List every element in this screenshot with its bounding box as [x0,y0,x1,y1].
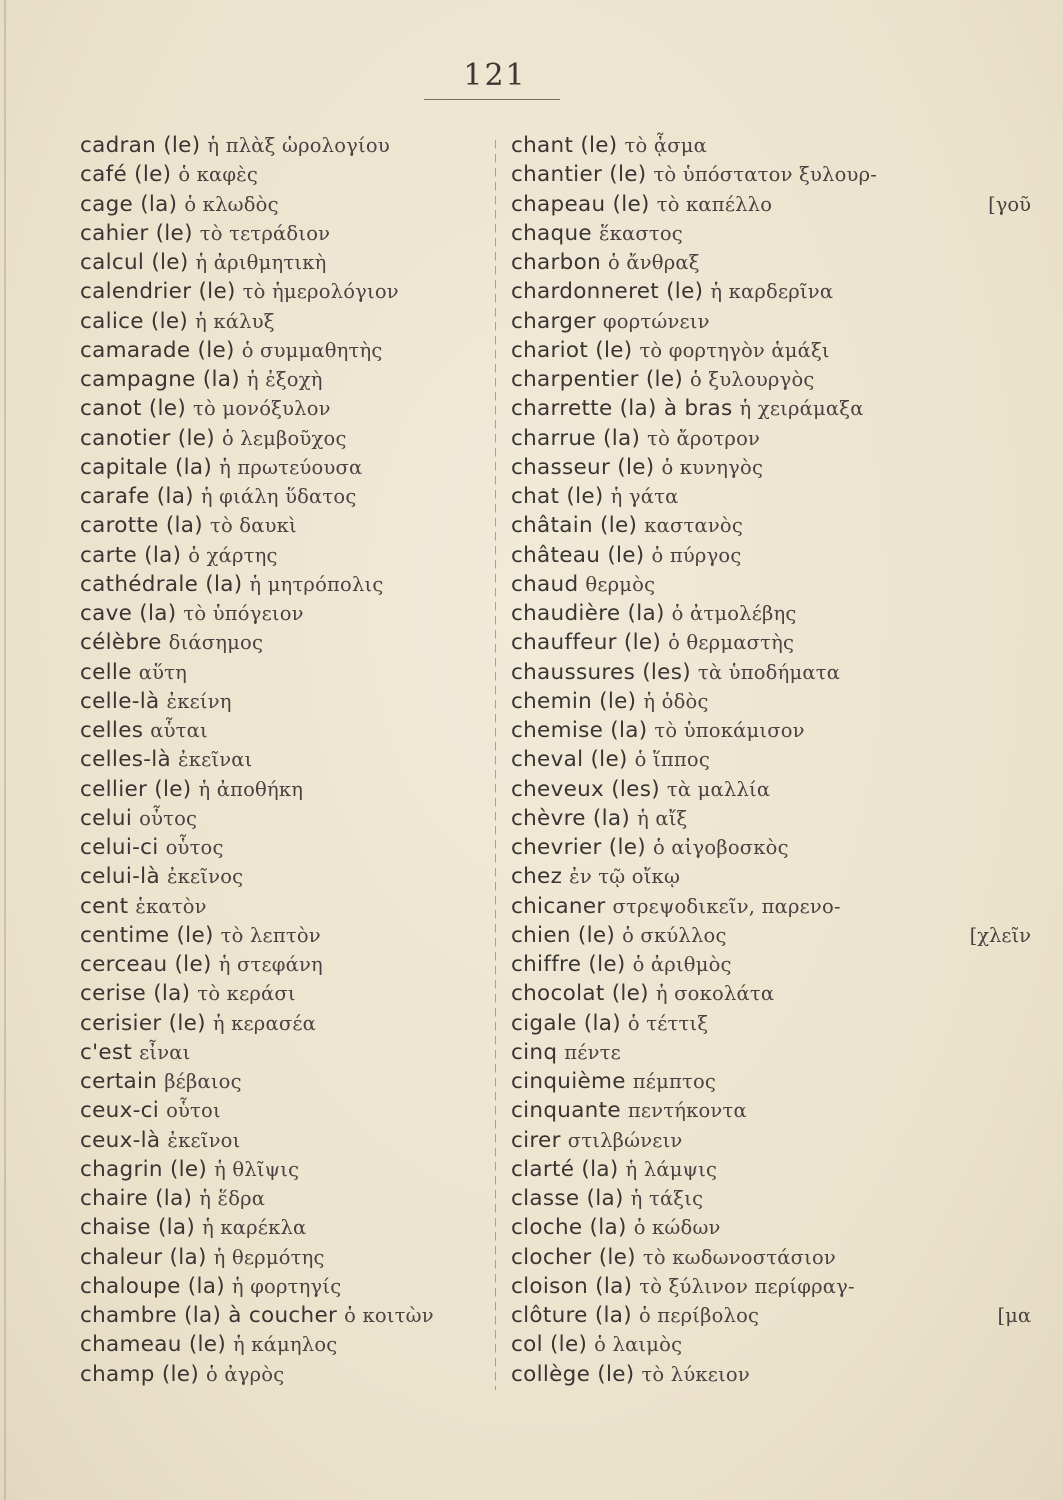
greek-translation: τὸ ἄροτρον [647,426,761,450]
dictionary-entry [80,394,492,423]
greek-translation: τὸ ξύλινον περίφραγ- [639,1274,855,1298]
french-term: camarade (le) [80,337,235,363]
dictionary-entry [511,1009,1031,1038]
greek-translation: τὰ ὑποδήματα [697,660,841,684]
french-term: châtain (le) [511,513,638,539]
greek-translation: ἐκεῖναι [178,748,253,772]
greek-translation: ἡ θερμότης [213,1245,325,1269]
greek-translation: ἡ κάλυξ [195,309,275,333]
dictionary-entry [511,365,1031,394]
greek-translation: ὁ κοιτὼν [344,1304,434,1327]
dictionary-entry [511,1360,1031,1389]
french-term: cellier (le) [80,776,192,802]
greek-translation: καστανὸς [644,514,743,538]
french-term: chambre (la) à coucher [80,1303,338,1328]
french-term: cloche (la) [511,1215,627,1241]
greek-translation: ἡ ἕδρα [199,1187,266,1210]
dictionary-entry [80,482,492,511]
dictionary-entry [80,336,492,365]
dictionary-entry [80,833,492,862]
greek-translation: ἐν τῷ οἴκῳ [569,865,681,889]
greek-translation: τὸ κωδωνοστάσιον [642,1245,836,1269]
dictionary-entry [80,1126,492,1155]
greek-translation: ἡ τάξις [630,1187,704,1210]
french-term: chaire (la) [80,1186,193,1211]
greek-translation: τὸ λεπτὸν [220,923,321,947]
french-term: chocolat (le) [511,981,649,1007]
continuation-fragment: [γοῦ [988,192,1031,216]
french-term: chat (le) [511,484,604,509]
french-term: cerisier (le) [80,1010,206,1036]
dictionary-entry [80,1009,492,1038]
french-term: chant (le) [511,133,618,158]
greek-translation: ἡ στεφάνη [218,953,323,976]
french-term: cheval (le) [511,747,628,773]
greek-translation: ὁ ἀριθμὸς [632,953,732,976]
greek-translation: ἡ λάμψις [625,1157,718,1181]
french-term: celles [80,718,144,743]
dictionary-entry [80,424,492,453]
greek-translation: ἡ φορτηγίς [231,1274,342,1298]
french-term: collège (le) [511,1361,635,1387]
greek-translation: τὸ καπέλλο [656,192,773,216]
dictionary-entry [80,1272,492,1301]
french-term: canot (le) [80,396,187,422]
french-term: celui [80,805,133,831]
dictionary-entry [511,921,1031,950]
french-term: campagne (la) [80,367,240,392]
dictionary-entry [511,1067,1031,1096]
dictionary-entry [80,219,492,248]
dictionary-entry [511,248,1031,277]
greek-translation: ἡ γάτα [610,485,679,508]
dictionary-entry [511,394,1031,423]
french-term: cigale (la) [511,1010,621,1036]
french-term: chaud [511,571,579,597]
dictionary-entry [80,160,492,189]
dictionary-entry [80,599,492,628]
french-term: chemise (la) [511,718,648,743]
french-term: chauffeur (le) [511,630,662,656]
greek-translation: τὸ μονόξυλον [193,397,331,421]
dictionary-entry [80,745,492,774]
dictionary-entry [511,1096,1031,1125]
greek-translation: ἐκεῖνος [166,865,244,889]
dictionary-entry [511,1272,1031,1301]
greek-translation: ὁ κλωδὸς [184,192,279,216]
greek-translation: ἡ ἀριθμητικὴ [195,251,327,274]
french-term: clocher (le) [511,1244,636,1270]
dictionary-entry [511,1038,1031,1067]
dictionary-entry [80,1360,492,1389]
dictionary-entry [511,190,1031,219]
greek-translation: ὁ πύργος [651,543,742,567]
greek-translation: ὁ ἀγρὸς [206,1362,285,1386]
greek-translation: αὕτη [138,660,188,684]
french-term: chariot (le) [511,337,633,363]
french-term: cinquante [511,1098,621,1124]
french-term: chaque [511,220,592,246]
dictionary-entry [80,365,492,394]
dictionary-entry [80,804,492,833]
greek-translation: ὁ καφὲς [178,163,259,187]
french-term: clarté (la) [511,1156,619,1182]
french-term: certain [80,1069,158,1094]
greek-translation: ὁ λαιμὸς [594,1333,683,1357]
dictionary-entry [511,1155,1031,1184]
greek-translation: εἶναι [139,1040,191,1064]
french-term: cahier (le) [80,220,193,246]
greek-translation: ἡ θλῖψις [214,1157,300,1181]
greek-translation: ἡ καρέκλα [202,1216,307,1240]
dictionary-entry [511,219,1031,248]
dictionary-entry [511,775,1031,804]
french-term: classe (la) [511,1186,624,1211]
dictionary-entry [80,658,492,687]
greek-translation: ὁ αἰγοβοσκὸς [653,836,789,859]
dictionary-entry [80,892,492,921]
dictionary-entry [80,687,492,716]
dictionary-entry [80,716,492,745]
dictionary-entry [511,424,1031,453]
dictionary-entry [80,570,492,599]
dictionary-entry [511,716,1031,745]
greek-translation: αὗται [150,719,208,742]
french-term: chameau (le) [80,1332,227,1358]
greek-translation: ἡ ἐξοχὴ [246,368,323,391]
french-term: celui-ci [80,835,159,860]
french-term: celui-là [80,864,160,890]
french-term: celle [80,659,132,685]
greek-translation: ἡ αἴξ [637,806,688,830]
greek-translation: ἐκεῖνοι [167,1128,241,1152]
french-term: cage (la) [80,191,178,217]
greek-translation: στιλβώνειν [567,1128,683,1152]
dictionary-entry [511,979,1031,1008]
dictionary-entry [511,804,1031,833]
french-term: chaloupe (la) [80,1273,225,1299]
greek-translation: ἡ πλὰξ ὡρολογίου [207,134,390,157]
dictionary-entry [511,862,1031,891]
dictionary-entry [511,892,1031,921]
dictionary-entry [80,307,492,336]
french-term: chien (le) [511,922,616,948]
greek-translation: ὁ ἵππος [634,748,710,772]
greek-translation: οὗτος [165,836,224,859]
greek-translation: ὁ κώδων [633,1216,721,1240]
french-term: cadran (le) [80,133,201,158]
greek-translation: ἡ κάμηλος [233,1333,338,1357]
french-term: cerceau (le) [80,952,212,977]
french-term: cinq [511,1039,558,1065]
greek-translation: οὗτοι [166,1099,221,1123]
french-term: charpentier (le) [511,367,684,392]
french-term: cave (la) [80,601,177,626]
greek-translation: ὁ λεμβοῦχος [221,426,347,450]
french-term: chiffre (le) [511,952,626,977]
dictionary-entry [511,833,1031,862]
greek-translation: ὁ χάρτης [188,543,278,567]
greek-translation: φορτώνειν [602,309,710,333]
french-term: cirer [511,1127,561,1153]
greek-translation: ἡ ἀποθήκη [198,777,304,801]
dictionary-entry [511,628,1031,657]
french-term: chapeau (le) [511,191,650,217]
page-number: 121 [463,58,527,93]
french-term: charrue (la) [511,425,641,451]
greek-translation: ὁ ἄνθραξ [608,251,700,274]
dictionary-entry [80,277,492,306]
greek-translation: ὁ κυνηγὸς [661,455,764,479]
dictionary-entry [80,1067,492,1096]
french-term: ceux-là [80,1127,161,1153]
right-column [511,131,1031,1389]
french-term: cheveux (les) [511,776,660,802]
french-term: chaussures (les) [511,659,691,685]
dictionary-entry [511,336,1031,365]
greek-translation: τὸ ᾆσμα [624,134,707,157]
greek-translation: ἡ κερασέα [212,1011,317,1035]
french-term: centime (le) [80,922,214,948]
french-term: chasseur (le) [511,454,655,480]
greek-translation: οὗτος [139,806,198,830]
french-term: célèbre [80,630,162,656]
greek-translation: θερμὸς [585,572,656,596]
dictionary-entry [80,1330,492,1359]
french-term: charrette (la) à bras [511,396,733,422]
french-term: chantier (le) [511,162,647,188]
french-term: carotte (la) [80,513,203,539]
french-term: calcul (le) [80,250,189,275]
header-rule [424,99,560,100]
greek-translation: ἐκείνη [166,689,232,713]
french-term: chaleur (la) [80,1244,207,1270]
greek-translation: τὸ λύκειον [641,1362,750,1386]
french-term: chaudière (la) [511,601,665,626]
dictionary-entry [511,1126,1031,1155]
dictionary-entry [511,950,1031,979]
dictionary-entry [80,862,492,891]
french-term: col (le) [511,1332,588,1358]
greek-translation: στρεψοδικεῖν, παρενο- [612,894,841,918]
greek-translation: ἡ καρδερῖνα [710,280,834,304]
dictionary-entry [80,248,492,277]
dictionary-entry [511,482,1031,511]
dictionary-entry [80,775,492,804]
french-term: cent [80,893,129,919]
greek-translation: ὁ ξυλουργὸς [690,368,815,391]
greek-translation: τὸ φορτηγὸν ἁμάξι [639,338,830,362]
continuation-fragment: [χλεῖν [969,923,1031,947]
french-term: chez [511,864,563,890]
greek-translation: ἡ σοκολάτα [655,982,775,1006]
dictionary-entry [80,1301,492,1330]
french-term: c'est [80,1039,133,1065]
french-term: carafe (la) [80,484,194,509]
greek-translation: πέμπτος [632,1070,717,1093]
dictionary-entry [511,160,1031,189]
greek-translation: ὁ περίβολος [638,1304,760,1327]
french-term: canotier (le) [80,425,215,451]
dictionary-entry [80,1038,492,1067]
french-term: cerise (la) [80,981,191,1007]
french-term: calendrier (le) [80,279,236,305]
greek-translation: ἡ χειράμαξα [739,397,864,421]
dictionary-entry [511,1184,1031,1213]
greek-translation: διάσημος [168,631,264,655]
dictionary-entry [80,950,492,979]
dictionary-entry [511,277,1031,306]
greek-translation: πέντε [564,1040,621,1064]
french-term: chaise (la) [80,1215,196,1241]
greek-translation: τὸ ἡμερολόγιον [242,280,399,304]
greek-translation: ὁ σκύλλος [622,923,727,947]
french-term: chardonneret (le) [511,279,704,305]
dictionary-entry [511,307,1031,336]
dictionary-entry [511,131,1031,160]
french-term: champ (le) [80,1361,200,1387]
dictionary-entry [80,1184,492,1213]
column-divider [495,140,496,1390]
greek-translation: βέβαιος [164,1070,242,1093]
dictionary-entry [511,1330,1031,1359]
french-term: château (le) [511,542,645,568]
dictionary-entry [80,131,492,160]
dictionary-entry [511,599,1031,628]
dictionary-entry [80,1243,492,1272]
continuation-fragment: [μα [997,1304,1031,1327]
greek-translation: τὰ μαλλία [666,777,771,801]
greek-translation: ἡ φιάλη ὕδατος [200,485,357,508]
french-term: carte (la) [80,542,182,568]
greek-translation: ὁ ἀτμολέβης [671,602,797,625]
greek-translation: τὸ ὑποκάμισον [654,719,805,742]
greek-translation: ἡ μητρόπολις [249,572,384,596]
greek-translation: ὁ συμμαθητὴς [241,338,383,362]
french-term: ceux-ci [80,1098,160,1124]
dictionary-entry [511,687,1031,716]
dictionary-entry [80,1213,492,1242]
french-term: clôture (la) [511,1303,632,1328]
dictionary-entry [80,979,492,1008]
greek-translation: ὁ τέττιξ [627,1011,709,1035]
dictionary-entry [80,511,492,540]
french-term: chicaner [511,893,606,919]
greek-translation: ἡ πρωτεύουσα [219,455,363,479]
dictionary-entry [80,453,492,482]
french-term: charger [511,308,596,334]
greek-translation: τὸ δαυκὶ [209,514,297,538]
dictionary-entry [511,541,1031,570]
french-term: chèvre (la) [511,805,631,831]
dictionary-entry [511,1213,1031,1242]
french-term: chagrin (le) [80,1156,208,1182]
greek-translation: ἡ ὁδὸς [643,689,709,713]
greek-translation: ἕκαστος [598,221,683,245]
greek-translation: ὁ θερμαστὴς [668,631,795,655]
greek-translation: ἑκατὸν [135,894,207,918]
french-term: capitale (la) [80,454,213,480]
greek-translation: πεντήκοντα [627,1099,747,1123]
left-column [80,131,492,1389]
dictionary-entry [511,570,1031,599]
dictionary-entry [511,658,1031,687]
page-edge [4,0,6,1500]
dictionary-entry [80,1096,492,1125]
greek-translation: τὸ ὑπόστατον ξυλουρ- [653,163,878,187]
dictionary-entry [511,1243,1031,1272]
greek-translation: τὸ ὑπόγειον [183,602,304,625]
dictionary-entry [511,453,1031,482]
dictionary-entry [511,1301,1031,1330]
greek-translation: τὸ τετράδιον [199,221,331,245]
dictionary-entry [80,1155,492,1184]
french-term: cinquième [511,1069,626,1094]
dictionary-entry [511,745,1031,774]
french-term: celles-là [80,747,172,773]
french-term: celle-là [80,688,160,714]
dictionary-entry [80,921,492,950]
greek-translation: τὸ κεράσι [197,982,296,1006]
french-term: café (le) [80,162,172,188]
french-term: chevrier (le) [511,835,646,860]
dictionary-entry [80,190,492,219]
french-term: calice (le) [80,308,189,334]
dictionary-entry [80,541,492,570]
french-term: charbon [511,250,601,275]
french-term: cathédrale (la) [80,571,243,597]
french-term: chemin (le) [511,688,637,714]
french-term: cloison (la) [511,1273,633,1299]
dictionary-entry [80,628,492,657]
dictionary-entry [511,511,1031,540]
